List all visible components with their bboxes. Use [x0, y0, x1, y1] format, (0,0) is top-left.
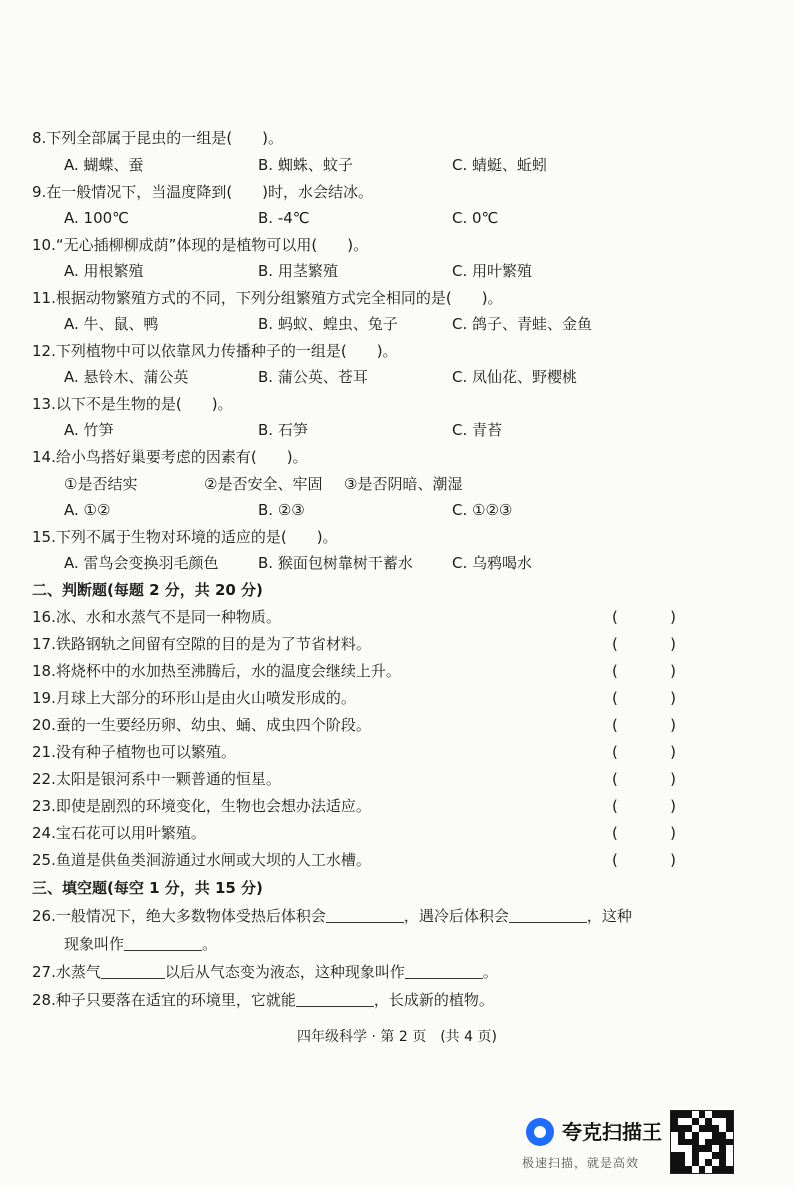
option-c: C. 用叶繁殖	[452, 262, 533, 280]
factor-1: ①是否结实	[64, 475, 138, 493]
question-15	[0, 525, 794, 549]
option-b: B. 蜘蛛、蚊子	[258, 156, 353, 174]
answer-blank[interactable]	[124, 934, 202, 951]
section-heading-judge	[0, 578, 794, 602]
answer-parentheses[interactable]: ( )	[612, 716, 676, 734]
quark-logo-icon	[526, 1118, 554, 1146]
judge-22	[0, 767, 794, 791]
statement: 20.蚕的一生要经历卵、幼虫、蛹、成虫四个阶段。	[32, 716, 371, 734]
option-b: B. 猴面包树靠树干蓄水	[258, 554, 413, 572]
page-footer: 四年级科学 · 第 2 页 (共 4 页)	[297, 1029, 497, 1045]
question-11	[0, 286, 794, 310]
question-stem: 12.下列植物中可以依靠风力传播种子的一组是( )。	[32, 342, 398, 360]
question-12	[0, 339, 794, 363]
section-heading-fill	[0, 876, 794, 900]
options-8	[0, 153, 794, 177]
answer-blank[interactable]	[509, 906, 587, 923]
option-b: B. 石笋	[258, 421, 308, 439]
option-c: C. 乌鸦喝水	[452, 554, 533, 572]
statement: 25.鱼道是供鱼类洄游通过水闸或大坝的人工水槽。	[32, 851, 371, 869]
fill-question-text: 现象叫作 。	[64, 935, 218, 953]
section-title: 三、填空题(每空 1 分，共 15 分)	[32, 879, 263, 897]
answer-blank[interactable]	[101, 962, 165, 979]
judge-16	[0, 605, 794, 629]
option-b: B. 蚂蚁、蝗虫、兔子	[258, 315, 398, 333]
question-stem: 15.下列不属于生物对环境的适应的是( )。	[32, 528, 338, 546]
options-9	[0, 206, 794, 230]
options-12	[0, 365, 794, 389]
options-13	[0, 418, 794, 442]
option-a: A. ①②	[64, 501, 111, 519]
option-b: B. 用茎繁殖	[258, 262, 338, 280]
scanner-watermark	[520, 1108, 760, 1178]
judge-17	[0, 632, 794, 656]
options-11	[0, 312, 794, 336]
option-a: A. 牛、鼠、鸭	[64, 315, 159, 333]
answer-parentheses[interactable]: ( )	[612, 608, 676, 626]
option-a: A. 悬铃木、蒲公英	[64, 368, 189, 386]
fill-question-text: 28.种子只要落在适宜的环境里，它就能 ，长成新的植物。	[32, 991, 494, 1009]
option-c: C. 鸽子、青蛙、金鱼	[452, 315, 593, 333]
option-a: A. 雷鸟会变换羽毛颜色	[64, 554, 219, 572]
factor-2: ②是否安全、牢固	[204, 475, 323, 493]
judge-18	[0, 659, 794, 683]
answer-parentheses[interactable]: ( )	[612, 770, 676, 788]
option-c: C. 青苔	[452, 421, 503, 439]
options-15	[0, 551, 794, 575]
answer-parentheses[interactable]: ( )	[612, 635, 676, 653]
option-b: B. -4℃	[258, 209, 310, 227]
answer-parentheses[interactable]: ( )	[612, 662, 676, 680]
question-14	[0, 445, 794, 469]
factors-14	[0, 472, 794, 496]
option-c: C. 蜻蜓、蚯蚓	[452, 156, 548, 174]
question-8	[0, 126, 794, 150]
option-c: C. 0℃	[452, 209, 499, 227]
statement: 18.将烧杯中的水加热至沸腾后，水的温度会继续上升。	[32, 662, 401, 680]
answer-parentheses[interactable]: ( )	[612, 824, 676, 842]
qr-code-icon	[670, 1110, 734, 1174]
question-stem: 14.给小鸟搭好巢要考虑的因素有( )。	[32, 448, 308, 466]
answer-parentheses[interactable]: ( )	[612, 797, 676, 815]
question-stem: 9.在一般情况下，当温度降到( )时，水会结冰。	[32, 183, 374, 201]
fill-26-cont	[0, 932, 794, 956]
option-b: B. ②③	[258, 501, 305, 519]
option-c: C. 凤仙花、野樱桃	[452, 368, 578, 386]
option-a: A. 竹笋	[64, 421, 114, 439]
judge-19	[0, 686, 794, 710]
fill-question-text: 26.一般情况下，绝大多数物体受热后体积会 ，遇冷后体积会 ，这种	[32, 907, 632, 925]
option-a: A. 用根繁殖	[64, 262, 144, 280]
question-stem: 11.根据动物繁殖方式的不同，下列分组繁殖方式完全相同的是( )。	[32, 289, 503, 307]
question-10	[0, 233, 794, 257]
option-b: B. 蒲公英、苍耳	[258, 368, 368, 386]
fill-26	[0, 904, 794, 928]
answer-blank[interactable]	[296, 990, 374, 1007]
statement: 22.太阳是银河系中一颗普通的恒星。	[32, 770, 281, 788]
judge-25	[0, 848, 794, 872]
option-a: A. 蝴蝶、蚕	[64, 156, 144, 174]
question-13	[0, 392, 794, 416]
judge-24	[0, 821, 794, 845]
options-14	[0, 498, 794, 522]
statement: 21.没有种子植物也可以繁殖。	[32, 743, 236, 761]
option-c: C. ①②③	[452, 501, 513, 519]
option-a: A. 100℃	[64, 209, 130, 227]
options-10	[0, 259, 794, 283]
question-stem: 8.下列全部属于昆虫的一组是( )。	[32, 129, 284, 147]
watermark-name: 夸克扫描王	[562, 1120, 662, 1144]
statement: 16.冰、水和水蒸气不是同一种物质。	[32, 608, 281, 626]
question-stem: 13.以下不是生物的是( )。	[32, 395, 233, 413]
answer-parentheses[interactable]: ( )	[612, 851, 676, 869]
fill-28	[0, 988, 794, 1012]
answer-blank[interactable]	[405, 962, 483, 979]
judge-20	[0, 713, 794, 737]
question-9	[0, 180, 794, 204]
answer-blank[interactable]	[326, 906, 404, 923]
fill-27	[0, 960, 794, 984]
answer-parentheses[interactable]: ( )	[612, 689, 676, 707]
statement: 24.宝石花可以用叶繁殖。	[32, 824, 206, 842]
watermark-slogan: 极速扫描，就是高效	[522, 1156, 640, 1170]
section-title: 二、判断题(每题 2 分，共 20 分)	[32, 581, 263, 599]
judge-21	[0, 740, 794, 764]
judge-23	[0, 794, 794, 818]
question-stem: 10.“无心插柳柳成荫”体现的是植物可以用( )。	[32, 236, 369, 254]
factor-3: ③是否阴暗、潮湿	[344, 475, 463, 493]
statement: 17.铁路钢轨之间留有空隙的目的是为了节省材料。	[32, 635, 371, 653]
statement: 23.即使是剧烈的环境变化，生物也会想办法适应。	[32, 797, 371, 815]
answer-parentheses[interactable]: ( )	[612, 743, 676, 761]
fill-question-text: 27.水蒸气 以后从气态变为液态，这种现象叫作 。	[32, 963, 498, 981]
statement: 19.月球上大部分的环形山是由火山喷发形成的。	[32, 689, 356, 707]
